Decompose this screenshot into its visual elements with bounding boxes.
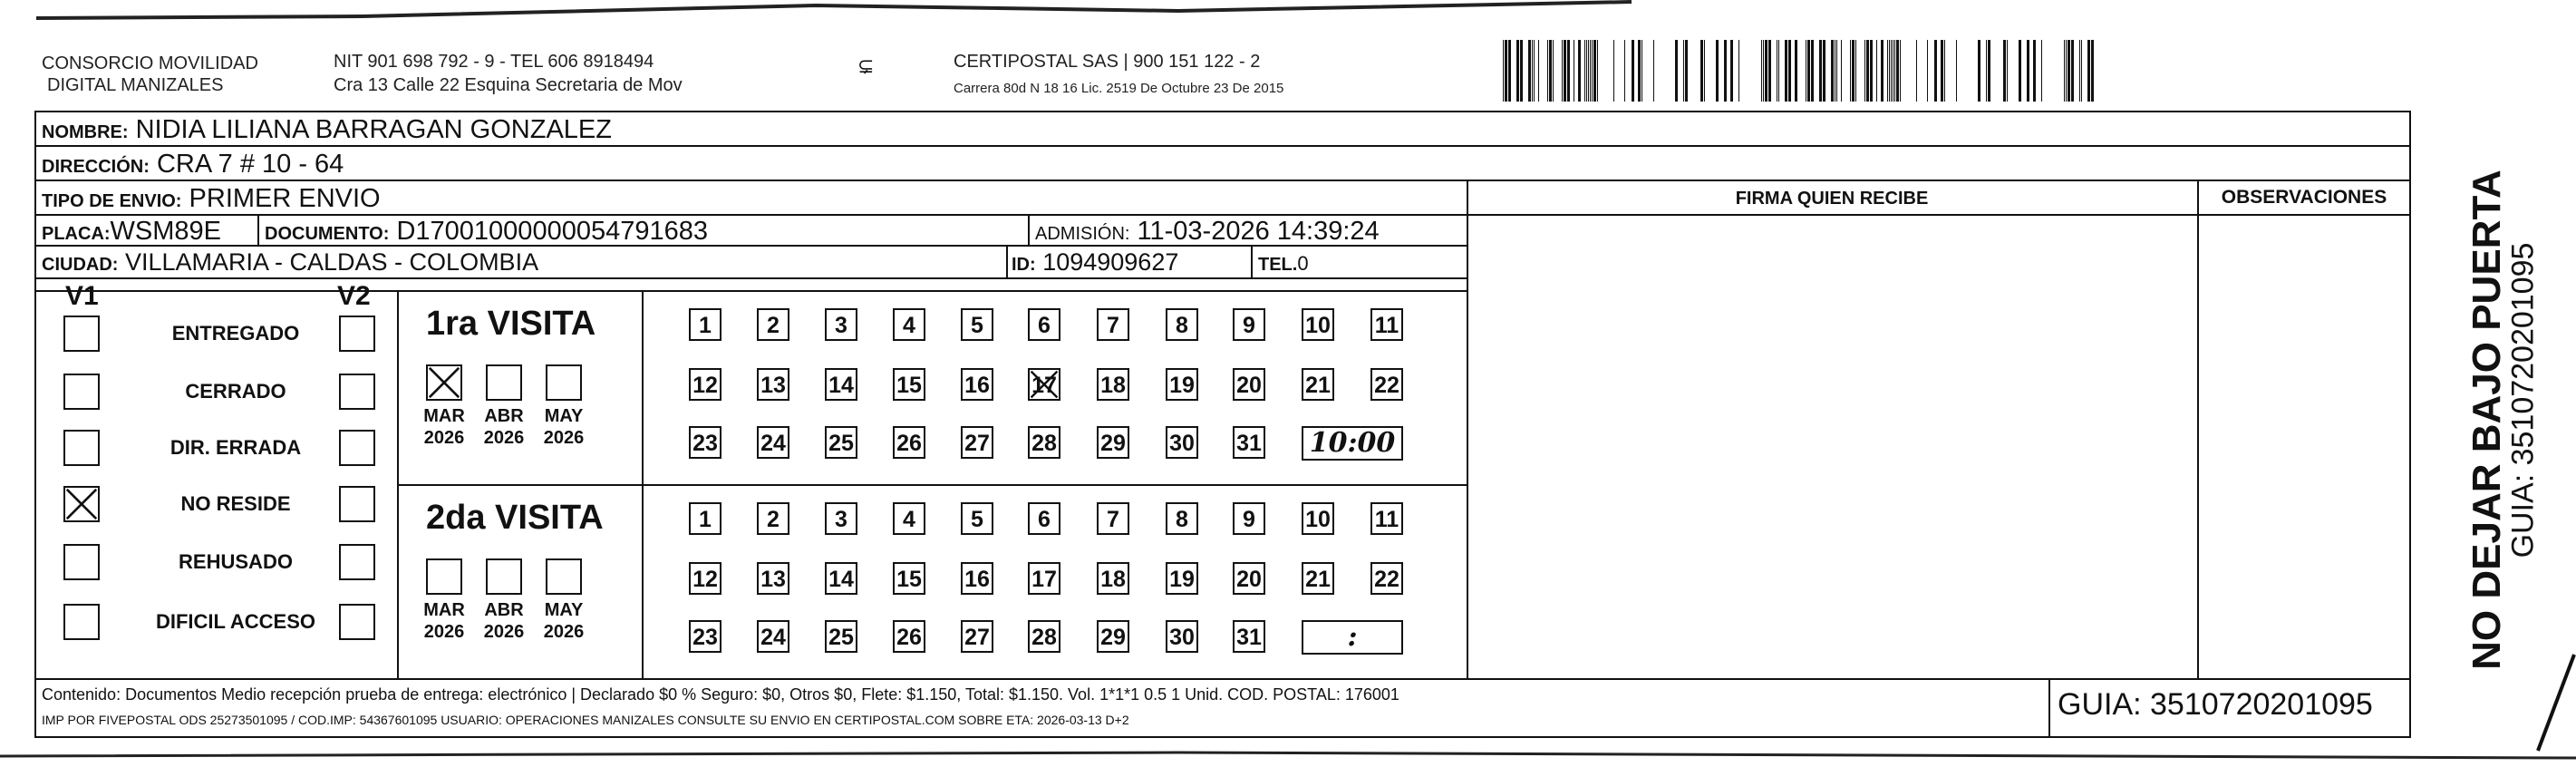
status-v1-checkbox[interactable] [63,544,100,580]
day-box-16[interactable]: 16 [961,368,993,401]
id-label: ID: [1012,255,1036,275]
status-option-label: ENTREGADO [171,322,300,345]
side-title: NO DEJAR BAJO PUERTA [2465,170,2509,670]
month-year: 2026 [483,622,525,642]
admision-value: 11-03-2026 14:39:24 [1137,217,1380,246]
day-box-19[interactable]: 19 [1166,368,1198,401]
day-box-7[interactable]: 7 [1097,502,1129,535]
tel-field [1258,248,1309,280]
time-box[interactable] [1302,426,1403,461]
day-box-21[interactable]: 21 [1302,368,1334,401]
day-box-1[interactable]: 1 [689,502,721,535]
day-box-2[interactable]: 2 [757,308,789,341]
time-value: : [1347,621,1358,653]
status-v2-checkbox[interactable] [339,604,375,640]
time-value: 10:00 [1309,427,1396,459]
day-box-30[interactable]: 30 [1166,620,1198,653]
id-value: 1094909627 [1042,248,1179,276]
day-box-17[interactable]: 17 [1028,368,1060,401]
documento-label: DOCUMENTO: [265,224,390,244]
status-v1-checkbox[interactable] [63,430,100,466]
day-box-26[interactable]: 26 [893,620,925,653]
direccion-field [42,149,344,182]
firma-header: FIRMA QUIEN RECIBE [1735,189,1929,209]
day-box-4[interactable]: 4 [893,308,925,341]
day-box-3[interactable]: 3 [825,502,857,535]
day-box-12[interactable]: 12 [689,368,721,401]
day-box-16[interactable]: 16 [961,562,993,595]
tipo-envio-value: PRIMER ENVIO [189,184,381,213]
barcode [1503,40,2097,102]
day-box-28[interactable]: 28 [1028,426,1060,459]
status-v2-checkbox[interactable] [339,544,375,580]
month-label: MAR [423,600,465,620]
footer-contents: Contenido: Documentos Medio recepción prueba de entrega: electrónico | Declarado $0 % Seguro: $0, Otros $0, Flete: $1.150, Total: $1.150. Vol. 1*1*1 0.5 1 Unid. COD. POSTAL: 176001 [42,685,1399,704]
day-box-18[interactable]: 18 [1097,368,1129,401]
status-option-label: NO RESIDE [180,492,291,515]
nombre-value: NIDIA LILIANA BARRAGAN GONZALEZ [135,115,612,144]
visit-title: 1ra VISITA [426,305,596,343]
month-checkbox[interactable] [426,558,462,595]
day-box-11[interactable]: 11 [1370,308,1403,341]
day-box-8[interactable]: 8 [1166,308,1198,341]
status-option-label: CERRADO [185,380,286,403]
scan-edge-top [0,0,2576,27]
day-box-1[interactable]: 1 [689,308,721,341]
company-nit: NIT 901 698 792 - 9 - TEL 606 8918494 [334,52,654,72]
v2-header: V2 [337,281,371,311]
day-box-15[interactable]: 15 [893,368,925,401]
day-box-11[interactable]: 11 [1370,502,1403,535]
nombre-label: NOMBRE: [42,122,129,142]
ciudad-value: VILLAMARIA - CALDAS - COLOMBIA [124,248,539,276]
month-label: ABR [484,406,524,426]
month-checkbox[interactable] [486,364,522,401]
day-box-12[interactable]: 12 [689,562,721,595]
day-box-20[interactable]: 20 [1233,368,1265,401]
id-field [1012,247,1178,280]
day-box-21[interactable]: 21 [1302,562,1334,595]
visit-title: 2da VISITA [426,499,604,537]
day-box-10[interactable]: 10 [1302,502,1334,535]
day-box-25[interactable]: 25 [825,620,857,653]
month-year: 2026 [423,428,465,448]
day-box-14[interactable]: 14 [825,368,857,401]
month-year: 2026 [483,428,525,448]
day-box-19[interactable]: 19 [1166,562,1198,595]
month-year: 2026 [543,428,585,448]
check-mark-icon [428,366,460,399]
day-box-25[interactable]: 25 [825,426,857,459]
tel-label: TEL. [1258,255,1298,275]
status-v1-checkbox[interactable] [63,316,100,352]
day-box-26[interactable]: 26 [893,426,925,459]
day-box-5[interactable]: 5 [961,502,993,535]
status-v1-checkbox[interactable] [63,604,100,640]
day-box-14[interactable]: 14 [825,562,857,595]
documento-field [265,216,708,249]
day-box-4[interactable]: 4 [893,502,925,535]
scan-edge-bottom [0,743,2576,767]
month-checkbox[interactable] [486,558,522,595]
status-v2-checkbox[interactable] [339,486,375,522]
day-box-13[interactable]: 13 [757,562,789,595]
day-box-10[interactable]: 10 [1302,308,1334,341]
day-box-13[interactable]: 13 [757,368,789,401]
day-box-29[interactable]: 29 [1097,426,1129,459]
day-box-9[interactable]: 9 [1233,502,1265,535]
status-v2-checkbox[interactable] [339,430,375,466]
day-box-23[interactable]: 23 [689,426,721,459]
side-guia: GUIA: 3510720201095 [2505,242,2541,558]
status-option-label: REHUSADO [179,550,293,573]
placa-value: WSM89E [110,217,222,246]
barcode-bars [1503,40,2097,102]
placa-label: PLACA: [42,224,111,244]
month-year: 2026 [543,622,585,642]
courier-name: CERTIPOSTAL SAS | 900 151 122 - 2 [954,52,1261,72]
day-box-23[interactable]: 23 [689,620,721,653]
tel-value: 0 [1297,252,1309,275]
company-name-line2: DIGITAL MANIZALES [47,75,224,95]
day-box-20[interactable]: 20 [1233,562,1265,595]
direccion-value: CRA 7 # 10 - 64 [156,150,344,179]
footer-guia: GUIA: 3510720201095 [2058,687,2373,722]
status-option-label: DIR. ERRADA [169,436,302,459]
day-box-31[interactable]: 31 [1233,426,1265,459]
month-checkbox[interactable] [426,364,462,401]
status-v2-checkbox[interactable] [339,316,375,352]
day-box-22[interactable]: 22 [1370,368,1403,401]
direccion-label: DIRECCIÓN: [42,157,150,177]
admision-label: ADMISIÓN: [1035,224,1130,244]
day-box-6[interactable]: 6 [1028,502,1060,535]
day-box-30[interactable]: 30 [1166,426,1198,459]
day-box-31[interactable]: 31 [1233,620,1265,653]
placa-field [42,216,221,249]
footer-print-info: IMP POR FIVEPOSTAL ODS 25273501095 / COD.IMP: 54367601095 USUARIO: OPERACIONES MANIZALES CONSULTE SU ENVIO EN CERTIPOSTAL.COM SOBRE ETA: 2026-03-13 D+2 [42,713,1129,727]
day-box-8[interactable]: 8 [1166,502,1198,535]
month-label: MAR [423,406,465,426]
month-label: MAY [544,600,584,620]
month-label: ABR [484,600,524,620]
admision-field [1035,216,1380,249]
day-box-17[interactable]: 17 [1028,562,1060,595]
check-mark-icon [65,488,98,520]
day-box-24[interactable]: 24 [757,426,789,459]
side-note [2411,111,2574,738]
day-box-24[interactable]: 24 [757,620,789,653]
day-box-22[interactable]: 22 [1370,562,1403,595]
ciudad-label: CIUDAD: [42,255,119,275]
day-box-6[interactable]: 6 [1028,308,1060,341]
month-label: MAY [544,406,584,426]
tipo-envio-field [42,183,381,217]
courier-license: Carrera 80d N 18 16 Lic. 2519 De Octubre 23 De 2015 [954,81,1284,96]
observaciones-header: OBSERVACIONES [2221,187,2387,208]
day-box-29[interactable]: 29 [1097,620,1129,653]
day-box-15[interactable]: 15 [893,562,925,595]
check-mark-icon [1030,370,1059,399]
status-v1-checkbox[interactable] [63,486,100,522]
nombre-field [42,114,612,148]
month-checkbox[interactable] [546,558,582,595]
status-v1-checkbox[interactable] [63,374,100,410]
day-box-7[interactable]: 7 [1097,308,1129,341]
time-box[interactable] [1302,620,1403,655]
status-v2-checkbox[interactable] [339,374,375,410]
day-box-27[interactable]: 27 [961,620,993,653]
day-box-2[interactable]: 2 [757,502,789,535]
ciudad-field [42,247,538,280]
day-box-28[interactable]: 28 [1028,620,1060,653]
day-box-9[interactable]: 9 [1233,308,1265,341]
day-box-18[interactable]: 18 [1097,562,1129,595]
documento-value: D17001000000054791683 [396,217,708,246]
month-checkbox[interactable] [546,364,582,401]
v1-header: V1 [65,281,99,311]
tipo-envio-label: TIPO DE ENVIO: [42,191,182,211]
month-year: 2026 [423,622,465,642]
day-box-27[interactable]: 27 [961,426,993,459]
day-box-5[interactable]: 5 [961,308,993,341]
day-box-3[interactable]: 3 [825,308,857,341]
courier-logo-icon: ⊊ [857,54,875,77]
status-option-label: DIFICIL ACCESO [155,610,315,633]
company-name-line1: CONSORCIO MOVILIDAD [42,53,258,73]
company-address: Cra 13 Calle 22 Esquina Secretaria de Mov [334,75,683,95]
